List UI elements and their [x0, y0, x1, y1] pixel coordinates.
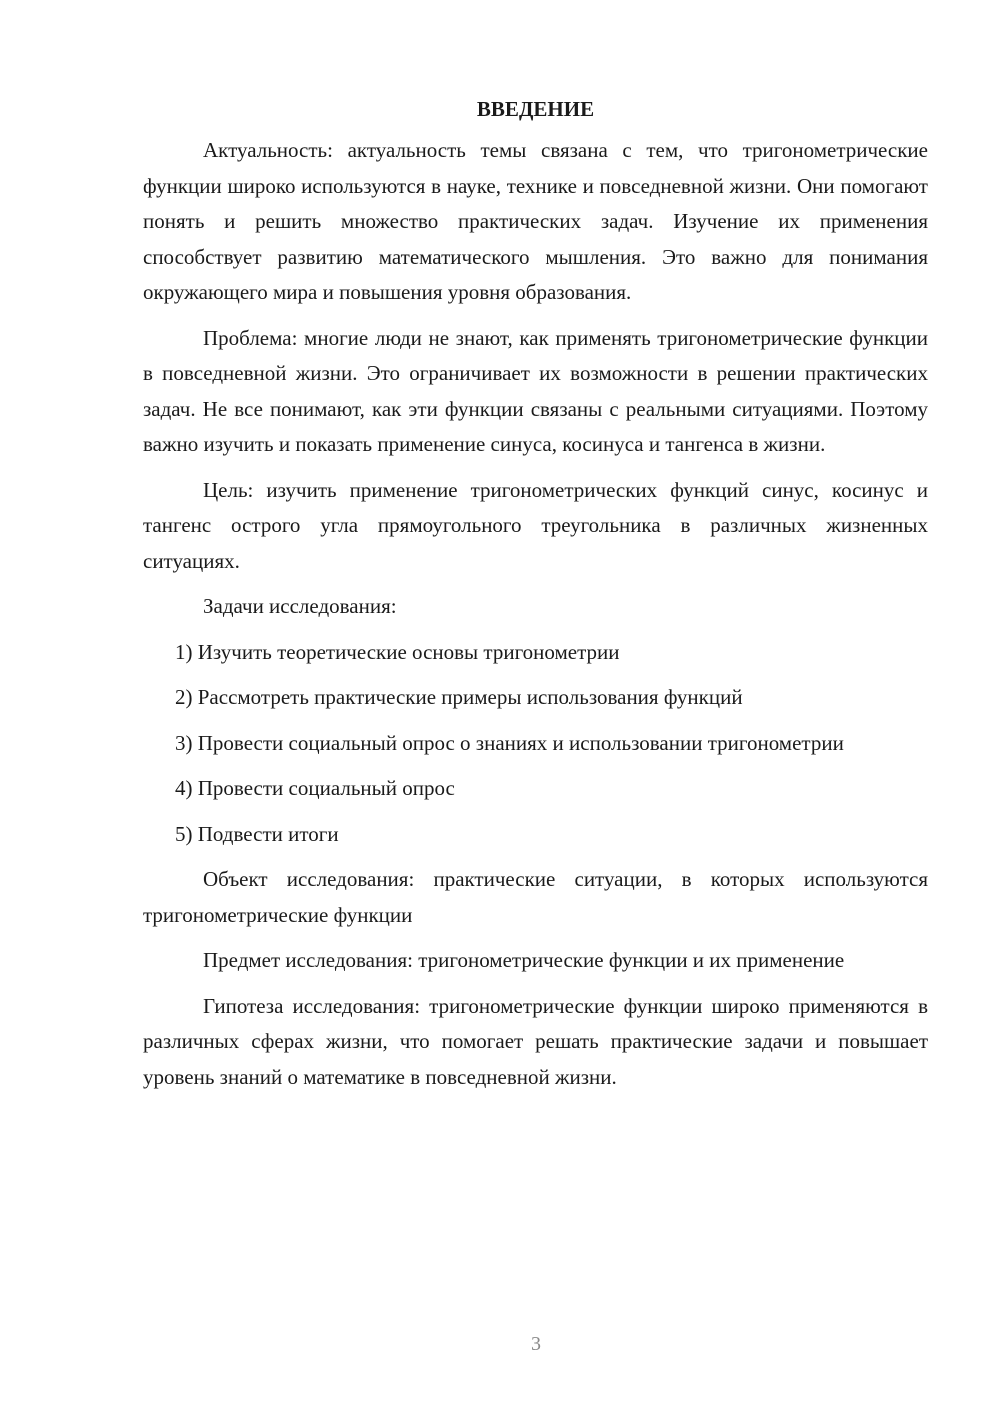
paragraph-subject: Предмет исследования: тригонометрические функции и их применение — [203, 948, 845, 972]
paragraph-object: Объект исследования: практические ситуации, в которых используются тригонометрические функции — [143, 867, 928, 927]
paragraph-relevance: Актуальность: актуальность темы связана с тем, что тригонометрические функции широко используются в науке, технике и повседневной жизни. Они помогают понять и решить множество практических задач. Изучение их применения способствует развитию математического мышления. Это важно для понимания окружающего мира и повышения уровня образования. — [143, 138, 928, 304]
paragraph-tasks-heading: Задачи исследования: — [203, 594, 397, 618]
task-item-4: 4) Провести социальный опрос — [175, 776, 455, 800]
text-body — [143, 92, 928, 1095]
task-item-1: 1) Изучить теоретические основы тригонометрии — [175, 639, 620, 664]
paragraph-hypothesis: Гипотеза исследования: тригонометрические функции широко применяются в различных сферах жизни, что помогает решать практические задачи и повышает уровень знаний о математике в повседневной жизни. — [143, 993, 928, 1089]
page-number: 3 — [531, 1333, 541, 1355]
paragraph-goal: Цель: изучить применение тригонометрических функций синус, косинус и тангенс острого угла прямоугольного треугольника в различных жизненных ситуациях. — [143, 477, 928, 573]
task-item-3: 3) Провести социальный опрос о знаниях и использовании тригонометрии — [175, 730, 844, 755]
paragraph-problem: Проблема: многие люди не знают, как применять тригонометрические функции в повседневной жизни. Это ограничивает их возможности в решении практических задач. Не все понимают, как эти функции связаны с реальными ситуациями. Поэтому важно изучить и показать применение синуса, косинуса и тангенса в жизни. — [143, 325, 928, 456]
task-item-2: 2) Рассмотреть практические примеры использования функций — [175, 685, 743, 709]
page-title: ВВЕДЕНИЕ — [476, 97, 595, 121]
task-item-5: 5) Подвести итоги — [175, 821, 339, 846]
